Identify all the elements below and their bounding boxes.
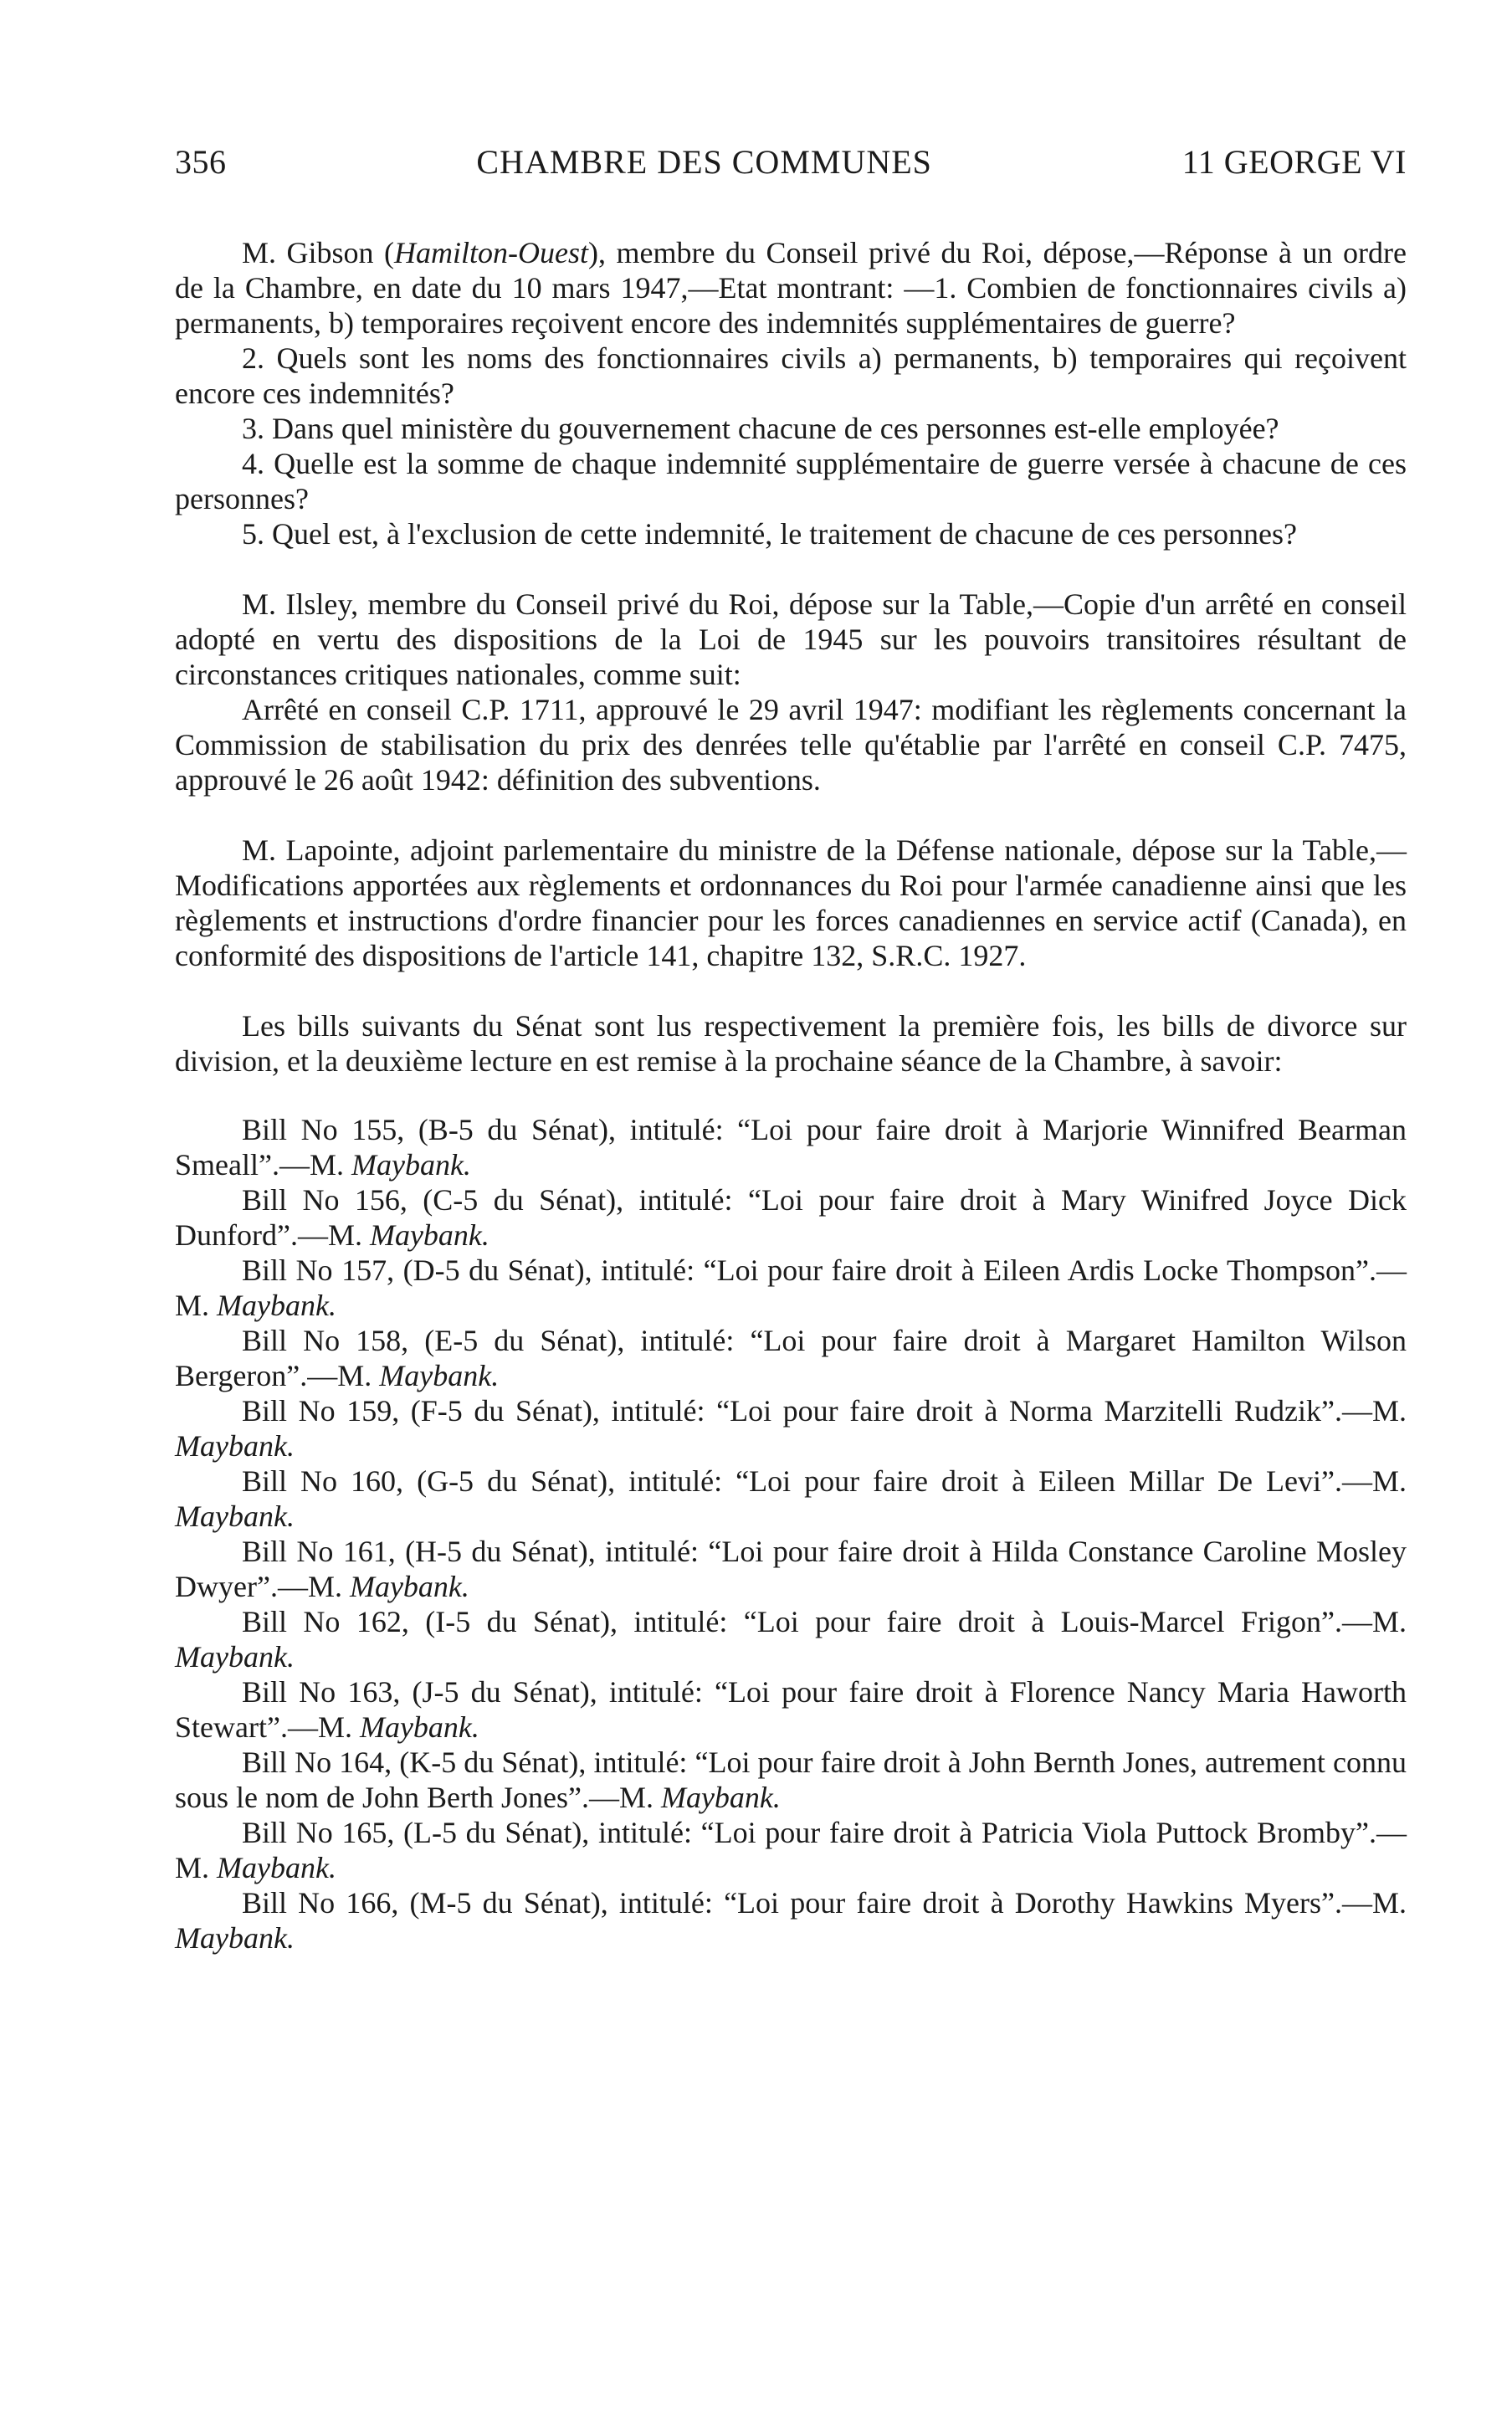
bill-entry	[175, 1393, 1407, 1464]
gibson-riding: Hamilton-Ouest	[394, 236, 589, 269]
journal-title: CHAMBRE DES COMMUNES	[476, 143, 932, 181]
section-gap	[175, 1079, 1407, 1112]
bill-entry	[175, 1253, 1407, 1323]
bill-entry	[175, 1815, 1407, 1885]
bill-sponsor: Maybank.	[351, 1148, 471, 1182]
bill-text: Bill No 159, (F-5 du Sénat), intitulé: “Loi pour faire droit à Norma Marzitelli Rudzik”.—M.	[242, 1394, 1407, 1428]
bill-sponsor: Maybank.	[217, 1289, 336, 1322]
bill-sponsor: Maybank.	[217, 1851, 336, 1884]
gibson-question-4: 4. Quelle est la somme de chaque indemnité supplémentaire de guerre versée à chacune de ces personnes?	[175, 447, 1407, 515]
bill-sponsor: Maybank.	[175, 1499, 295, 1533]
bill-entry	[175, 1323, 1407, 1393]
bill-text: Bill No 156, (C-5 du Sénat), intitulé: “Loi pour faire droit à Mary Winifred Joyce Dick Dunford”.—M.	[175, 1183, 1407, 1252]
bill-sponsor: Maybank.	[369, 1218, 489, 1252]
bill-text: Bill No 157, (D-5 du Sénat), intitulé: “Loi pour faire droit à Eileen Ardis Locke Thompson”.—M.	[175, 1253, 1407, 1322]
bill-text: Bill No 162, (I-5 du Sénat), intitulé: “Loi pour faire droit à Louis-Marcel Frigon”.—M.	[242, 1605, 1407, 1638]
lapointe-paragraph: M. Lapointe, adjoint parlementaire du ministre de la Défense nationale, dépose sur la Table,—Modifications apportées aux règlements et ordonnances du Roi pour l'armée canadienne ainsi que les règlements et instructions d'ordre financier pour les forces canadiennes en service actif (Canada), en conformité des dispositions de l'article 141, chapitre 132, S.R.C. 1927.	[175, 833, 1407, 972]
bill-entry	[175, 1182, 1407, 1253]
bill-text: Bill No 158, (E-5 du Sénat), intitulé: “Loi pour faire droit à Margaret Hamilton Wilson Bergeron”.—M.	[175, 1324, 1407, 1392]
bill-text: Bill No 160, (G-5 du Sénat), intitulé: “Loi pour faire droit à Eileen Millar De Levi”.—M.	[242, 1464, 1407, 1498]
gibson-question-2: 2. Quels sont les noms des fonctionnaires civils a) permanents, b) temporaires qui reçoivent encore ces indemnités?	[175, 341, 1407, 410]
bill-list	[175, 1112, 1407, 1956]
running-header	[175, 142, 1407, 182]
gibson-question-5: 5. Quel est, à l'exclusion de cette indemnité, le traitement de chacune de ces personnes?	[242, 517, 1297, 551]
bill-sponsor: Maybank.	[175, 1429, 295, 1463]
bill-entry	[175, 1604, 1407, 1674]
bill-sponsor: Maybank.	[175, 1640, 295, 1674]
section-gap	[175, 973, 1407, 1008]
gibson-lead: M. Gibson (	[242, 236, 395, 269]
gibson-intro: ), membre du Conseil privé du Roi, dépose,—Réponse à un ordre de la Chambre, en date du 10 mars 1947,—Etat montrant: —1. Combien de fonctionnaires civils a) permanents, b) temporaires reçoivent encore des indemnités supplémentaires de guerre?	[175, 236, 1407, 340]
bill-sponsor: Maybank.	[359, 1710, 479, 1744]
bill-sponsor: Maybank.	[660, 1781, 781, 1814]
ilsley-paragraph: M. Ilsley, membre du Conseil privé du Roi, dépose sur la Table,—Copie d'un arrêté en conseil adopté en vertu des dispositions de la Loi de 1945 sur les pouvoirs transitoires résultant de circonstances critiques nationales, comme suit:	[175, 587, 1407, 691]
gibson-paragraph	[175, 235, 1407, 341]
session-label: 11 GEORGE VI	[1181, 143, 1407, 181]
bill-entry	[175, 1464, 1407, 1534]
gibson-question-3: 3. Dans quel ministère du gouvernement chacune de ces personnes est-elle employée?	[242, 412, 1279, 445]
section-gap	[175, 797, 1407, 833]
bill-text: Bill No 165, (L-5 du Sénat), intitulé: “Loi pour faire droit à Patricia Viola Puttock Bromby”.—M.	[175, 1816, 1407, 1884]
section-gap	[175, 551, 1407, 587]
bill-entry	[175, 1674, 1407, 1745]
bill-sponsor: Maybank.	[379, 1359, 500, 1392]
bill-text: Bill No 155, (B-5 du Sénat), intitulé: “Loi pour faire droit à Marjorie Winnifred Bearman Smeall”.—M.	[175, 1113, 1407, 1182]
bill-text: Bill No 163, (J-5 du Sénat), intitulé: “Loi pour faire droit à Florence Nancy Maria Haworth Stewart”.—M.	[175, 1675, 1407, 1744]
bill-sponsor: Maybank.	[175, 1921, 295, 1955]
bill-entry	[175, 1534, 1407, 1604]
bill-entry	[175, 1885, 1407, 1956]
bills-intro: Les bills suivants du Sénat sont lus respectivement la première fois, les bills de divorce sur division, et la deuxième lecture en est remise à la prochaine séance de la Chambre, à savoir:	[175, 1009, 1407, 1078]
bill-entry	[175, 1745, 1407, 1815]
ilsley-order: Arrêté en conseil C.P. 1711, approuvé le 29 avril 1947: modifiant les règlements concernant la Commission de stabilisation du prix des denrées telle qu'établie par l'arrêté en conseil C.P. 7475, approuvé le 26 août 1942: définition des subventions.	[175, 693, 1407, 797]
bill-text: Bill No 166, (M-5 du Sénat), intitulé: “Loi pour faire droit à Dorothy Hawkins Myers”.—M.	[242, 1886, 1407, 1920]
journal-page	[175, 142, 1407, 1956]
bill-text: Bill No 161, (H-5 du Sénat), intitulé: “Loi pour faire droit à Hilda Constance Caroline Mosley Dwyer”.—M.	[175, 1535, 1407, 1603]
bill-text: Bill No 164, (K-5 du Sénat), intitulé: “Loi pour faire droit à John Bernth Jones, autrement connu sous le nom de John Berth Jones”.—M.	[175, 1746, 1407, 1814]
bill-entry	[175, 1112, 1407, 1182]
bill-sponsor: Maybank.	[349, 1570, 469, 1603]
page-number: 356	[175, 143, 227, 181]
